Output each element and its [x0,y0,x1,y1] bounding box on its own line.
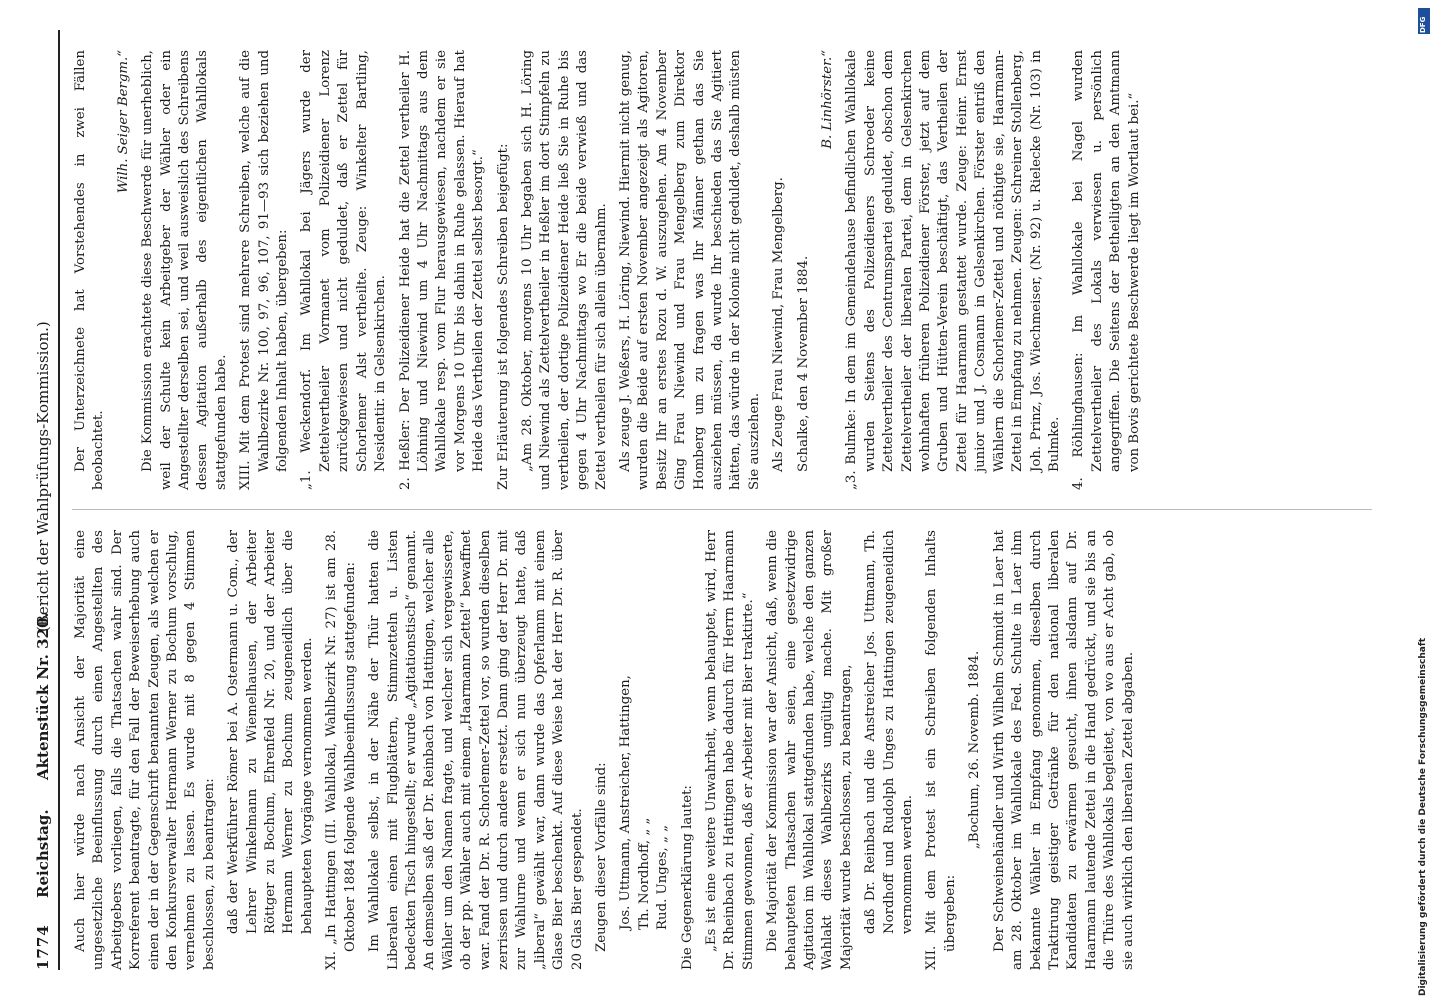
paragraph: daß Dr. Reinbach und die Anstreicher Jos. Uttmann, Th. Nordhoff und Rudolph Unges zu Hattingen zeugeneidlich vernommen werden. [863,530,916,934]
signature: B. Linhörster.“ [820,50,836,149]
list-item: „1. Weckendorf. Im Wahllokal bei Jägers wurde der Zettelvertheiler Vormanet vom Polizeidiener Lorenz zurückgewiesen und nicht geduldet, daß er Zettel für Schorlemer Alst vertheilte. Zeuge: Winkelter Bartling, Nesidentir. in Gelsenkirchen. [299,50,389,490]
right-column [72,50,1392,490]
witness-list [617,530,672,930]
list-item: 4. Röhlinghausen: Im Wahllokale bei Nagel wurden Zettelvertheiler des Lokals verwiesen u. persönlich angegriffen. Die Seitens der Betheiligten an den Amtmann von Bovis gerichtete Beschwerde liegt im Wortlaut bei.“ [1071,50,1142,490]
list-item: Rud. Unges, „ „ [655,825,671,930]
signature: Wilh. Seiger Bergm.“ [115,50,131,194]
running-header [32,30,60,970]
left-column [72,530,1392,970]
paragraph: daß der Werkführer Römer bei A. Ostermann u. Com., der Lehrer Winkelmann zu Wiemelhausen, der Arbeiter Röttger zu Bochum, Ehrenfeld Nr. 20, und der Arbeiter Hermann Werner zu Bochum zeugeneidlich über die behaupteten Vorgänge vernommen werden. [226,530,315,934]
paragraph: Als zeuge J. Weßers, H. Löring, Niewind. Hiermit nicht genug, wurden die Beide auf ersten November angezeigt als Agitoren, Besitz Ihr an erstes Rozu d. W. auszugehen. Am 4 November Ging Frau Niewind und Frau Mengelberg zum Direktor Homberg um zu fragen was Ihr Männer gethan das Sie ausziehen müssen, da wurde Ihr beschieden das Sie Agitiert hätten, das würde in der Kolonie nicht geduldet, deshalb müsten Sie ausziehen. [617,50,762,490]
paragraph: Der Schweinehändler und Wirth Wilhelm Schmidt in Laer hat am 28. Oktober im Wahllokale des Fed. Schulte in Laer ihm bekannte Wähler in Empfang genommen, dieselben durch Traktirung geistiger Getränke für den national liberalen Kandidaten zu erwärmen gesucht, ihnen alsdann auf Dr. Haarmann lautende Zettel in die Hand gedrückt, und sie bis an die Thüre des Wahllokals begleitet, von wo aus er Acht gab, ob sie auch wirklich den liberalen Zettel abgaben. [991,530,1136,970]
paragraph: Die Kommission erachtete diese Beschwerde für unerheblich, weil der Schulte kein Arbeitgeber der Wähler oder ein Angestellter derselben sei, und weil ausweislich des Schreibens dessen Agitation außerhalb des eigentlichen Wahllokals stattgefunden habe. [140,50,229,490]
header-aktenstueck: Aktenstück Nr. 320. [34,612,52,780]
letter-date: Schalke, den 4 November 1884. [795,255,811,472]
rotated-page [32,30,1404,970]
list-item: Th. Nordhoff, „ „ [636,817,652,930]
paragraph: Als Zeuge Frau Niewind, Frau Mengelberg. [771,177,787,472]
page-number: 1774 [34,924,52,970]
list-item: „3. Bulmke: In dem im Gemeindehause befindlichen Wahllokale wurden Seitens des Polizeidieners Schroeder keine Zettelvertheiler des Centrumspartei geduldet, obschon dem Zettelvertheiler der liberalen Partei, dem in Gelsenkirchen wohnhaften früheren Polizeidiener Förster, jetzt auf dem Gruben und Hütten-Verein beschäftigt, das Vertheilen der Zettel für Haarmann gestattet wurde. Zeuge: Heinr. Ernst junior und J. Cosmann in Gelsenkirchen. Förster entriß den Wählern die Schorlemer-Zettel und nöthigte sie, Haarmann-Zettel in Empfang zu nehmen. Zeugen: Schreiner Stollenberg, Joh. Prinz, Jos. Wiechmeiser, (Nr. 92) u. Rielecke (Nr. 103) in Bulmke. [844,50,1062,490]
paragraph: Die Majorität der Kommission war der Ansicht, daß, wenn die behaupteten Thatsachen wahr seien, eine gesetzwidrige Agitation im Wahllokal stattgefunden habe, welche den ganzen Wahlakt dieses Wahlbezirks ungültig mache. Mit großer Majorität wurde beschlossen, zu beantragen, [765,530,854,970]
paragraph: Zeugen dieser Vorfälle sind: [593,762,609,952]
list-item: Jos. Uttmann, Anstreicher, Hattingen, [618,675,634,930]
digitization-credit: Digitalisierung gefördert durch die Deutsche Forschungsgemeinschaft [1418,637,1428,996]
paragraph: „Am 28. Oktober, morgens 10 Uhr begaben sich H. Löring und Niewind als Zettelvertheiler in Heßler im dort Stimpfeln zu vertheilen, der dortige Polizeidiener Heide ließ Sie in Ruhe bis gegen 4 Uhr Nachmittags wo Er die beide verwieß und das Zettel vertheilen für sich allein übernahm. [519,50,609,490]
section-xi: XI. „In Hattingen (III. Wahllokal, Wahlbezirk Nr. 27) ist am 28. Oktober 1884 folgende Wahlbeeinflussung stattgefunden: [324,530,358,970]
header-bericht: (Bericht der Wahlprüfungs-Kommission.) [34,321,52,632]
header-reichstag: Reichstag. [34,809,52,898]
paragraph: Auch hier würde nach Ansicht der Majorität eine ungesetzliche Beeinflussung durch einen Angestellten des Arbeitgebers vorliegen, falls die Thatsachen wahr sind. Der Korreferent beantragte, für den Fall der Beweiserhebung auch einen der in der Gegenschrift benannten Zeugen, als welchen er den Konkursverwalter Hermann Werner zu Bochum vorschlug, vernehmen zu lassen. Es wurde mit 8 gegen 4 Stimmen beschlossen, zu beantragen: [73,530,217,970]
column-divider [72,509,1372,510]
section-xii: XII. Mit dem Protest ist ein Schreiben folgenden Inhalts übergeben: [924,530,958,970]
list-item: 2. Heßler: Der Polizeidiener Heide hat die Zettel vertheiler H. Löhning und Niewind um 4 Uhr Nachmittags aus dem Wahllokale resp. vom Flur herausgewiesen, nachdem er sie vor Morgens 10 Uhr bis dahin in Ruhe gelassen. Hierauf hat Heide das Vertheilen der Zettel selbst besorgt.“ [397,50,487,490]
dfg-logo-text: DFG [1419,16,1427,33]
paragraph: Im Wahllokale selbst, in der Nähe der Thür hatten die Liberalen einen mit Flugblättern, Stimmzetteln u. Listen bedeckten Tisch hingestellt; er wurde „Agitationstisch“ genannt. An demselben saß der Dr. Reinbach von Hattingen, welcher alle Wähler um den Namen fragte, und welcher sich vergewisserte, ob der pp. Wähler auch mit einem „Haarmann Zettel“ bewaffnet war. Fand der Dr. R. Schorlemer-Zettel vor, so wurden dieselben zerrissen und durch andere ersetzt. Dann ging der Herr Dr. mit zur Wahlurne und wenn er sich nun überzeugt hatte, daß „liberal“ gewählt war, dann wurde das Opferlamm mit einem Glase Bier beschenkt. Auf diese Weise hat der Herr Dr. R. über 20 Glas Bier gespendet. [367,530,585,970]
paragraph: Der Unterzeichnete hat Vorstehendes in zwei Fällen beobachtet. [73,50,107,490]
paragraph: Zur Erläuterung ist folgendes Schreiben beigefügt: [495,143,511,490]
letter-date: „Bochum, 26. Novemb. 1884. [967,650,983,850]
paragraph: „Es ist eine weitere Unwahrheit, wenn behauptet, wird, Herr Dr. Rheinbach zu Hattingen habe dadurch für Herrn Haarmann Stimmen gewonnen, daß er Arbeiter mit Bier traktirte.“ [704,530,756,970]
section-xiii: XIII. Mit dem Protest sind mehrere Schreiben, welche auf die Wahlbezirke Nr. 100, 97, 96, 107, 91—93 sich beziehen und folgenden Inhalt haben, übergeben: [238,50,291,490]
paragraph: Die Gegenerklärung lautet: [679,785,695,970]
